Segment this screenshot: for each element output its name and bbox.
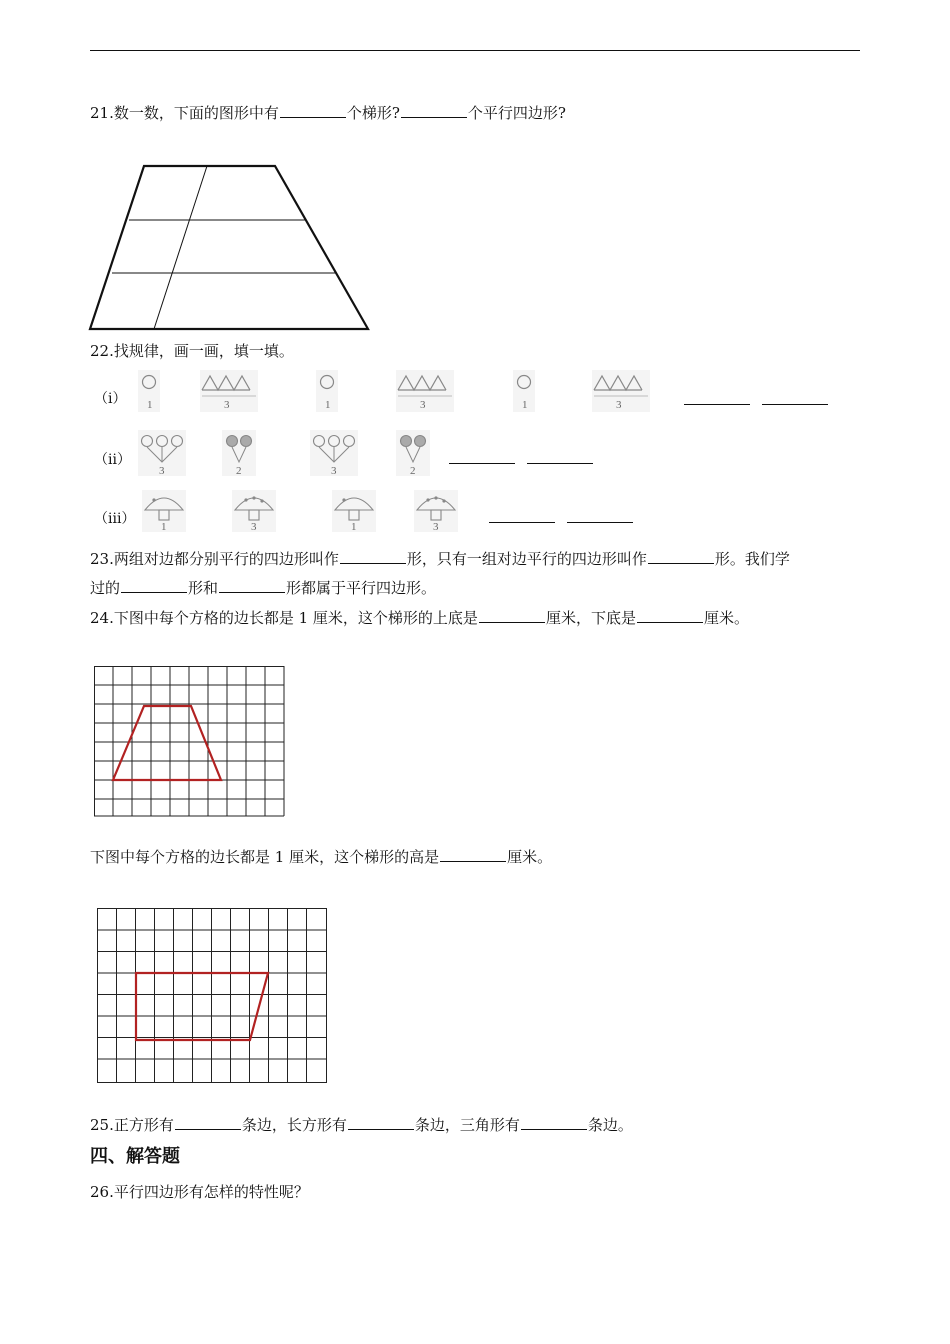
balloon-icon xyxy=(401,436,412,447)
q25-text-d: 条边。 xyxy=(587,1116,633,1134)
balloon-icon xyxy=(227,436,238,447)
q25-text-a: 25.正方形有 xyxy=(90,1116,174,1134)
trapezoid-shape xyxy=(113,706,221,780)
q25-text-b: 条边，长方形有 xyxy=(241,1116,347,1134)
pattern-number: 3 xyxy=(159,465,165,477)
q25-text-c: 条边，三角形有 xyxy=(414,1116,520,1134)
pattern-number: 3 xyxy=(251,521,257,533)
pattern-number: 1 xyxy=(522,399,528,411)
pattern-number: 1 xyxy=(351,521,357,533)
q23-text-b: 形，只有一组对边平行的四边形叫作 xyxy=(406,550,647,568)
q24-blank-1[interactable] xyxy=(479,608,545,623)
mushroom-card xyxy=(142,490,186,533)
question-24-sub xyxy=(90,846,552,868)
pattern-number: 3 xyxy=(420,399,426,411)
q22-row-1-pattern xyxy=(130,370,670,416)
pattern-number: 1 xyxy=(161,521,167,533)
q22-row-3-pattern xyxy=(130,490,470,536)
q24-sub-text-a: 下图中每个方格的边长都是 1 厘米，这个梯形的高是 xyxy=(90,848,440,866)
q22-row-2-blank-1[interactable] xyxy=(449,463,515,464)
balloon-icon xyxy=(415,436,426,447)
q25-blank-3[interactable] xyxy=(521,1115,587,1130)
balloon-card xyxy=(138,430,186,477)
q23-text-a: 23.两组对边都分别平行的四边形叫作 xyxy=(90,550,339,568)
q23-blank-2[interactable] xyxy=(648,549,714,564)
q23-blank-1[interactable] xyxy=(340,549,406,564)
question-23-line-2 xyxy=(90,577,436,599)
q24-blank-2[interactable] xyxy=(637,608,703,623)
triangle-card xyxy=(200,370,258,412)
question-25 xyxy=(90,1114,633,1136)
question-22-title: 22.找规律，画一画，填一填。 xyxy=(90,342,294,360)
pattern-number: 2 xyxy=(410,465,416,477)
q24-text-a: 24.下图中每个方格的边长都是 1 厘米，这个梯形的上底是 xyxy=(90,609,478,627)
q22-row-3-label: （iii） xyxy=(94,511,136,527)
q21-prefix: 21.数一数，下面的图形中有 xyxy=(90,104,279,122)
q23-text-e: 形和 xyxy=(188,579,219,597)
q23-blank-3[interactable] xyxy=(121,578,187,593)
q22-row-2-label: （ii） xyxy=(94,452,131,468)
trapezoid-divider-1 xyxy=(154,166,207,329)
q21-blank-2[interactable] xyxy=(401,103,467,118)
mushroom-card xyxy=(232,490,276,533)
section-heading-4: 四、解答题 xyxy=(90,1146,180,1167)
q21-suffix: 个平行四边形? xyxy=(467,104,566,122)
question-23-line-1 xyxy=(90,548,790,570)
q21-trapezoid-figure xyxy=(88,160,373,335)
circle-card xyxy=(316,370,338,412)
trapezoid-shape xyxy=(136,973,268,1040)
question-21 xyxy=(90,102,566,124)
q22-row-1-blank-2[interactable] xyxy=(762,404,828,405)
q22-row-2-blank-2[interactable] xyxy=(527,463,593,464)
grid-lines xyxy=(94,666,284,816)
triangle-card xyxy=(592,370,650,412)
q22-row-2-pattern xyxy=(130,430,460,480)
pattern-number: 1 xyxy=(147,399,153,411)
q25-blank-1[interactable] xyxy=(175,1115,241,1130)
pattern-number: 3 xyxy=(433,521,439,533)
header-rule xyxy=(90,50,860,51)
balloon-card xyxy=(222,430,256,477)
trapezoid-outline xyxy=(90,166,368,329)
q23-text-d: 过的 xyxy=(90,579,121,597)
q21-blank-1[interactable] xyxy=(280,103,346,118)
q23-blank-4[interactable] xyxy=(219,578,285,593)
q22-row-3-blank-1[interactable] xyxy=(489,522,555,523)
question-24 xyxy=(90,607,749,629)
question-26: 26.平行四边形有怎样的特性呢？ xyxy=(90,1183,309,1201)
q23-text-f: 形都属于平行四边形。 xyxy=(286,579,437,597)
q22-row-1-label: （i） xyxy=(94,391,127,407)
balloon-card xyxy=(396,430,430,477)
triangle-card xyxy=(396,370,454,412)
q23-text-c: 形。我们学 xyxy=(714,550,790,568)
pattern-number: 3 xyxy=(331,465,337,477)
circle-card xyxy=(513,370,535,412)
q24-grid-figure-1 xyxy=(94,666,286,818)
pattern-number: 3 xyxy=(224,399,230,411)
pattern-number: 2 xyxy=(236,465,242,477)
q24-sub-text-b: 厘米。 xyxy=(507,848,553,866)
mushroom-card xyxy=(332,490,376,533)
grid-lines xyxy=(97,908,327,1083)
q21-mid: 个梯形? xyxy=(346,104,400,122)
q24-text-b: 厘米，下底是 xyxy=(545,609,636,627)
balloon-icon xyxy=(241,436,252,447)
q24-sub-blank[interactable] xyxy=(440,847,506,862)
q22-row-1-blank-1[interactable] xyxy=(684,404,750,405)
balloon-card xyxy=(310,430,358,477)
pattern-number: 3 xyxy=(616,399,622,411)
q25-blank-2[interactable] xyxy=(348,1115,414,1130)
pattern-number: 1 xyxy=(325,399,331,411)
mushroom-card xyxy=(414,490,458,533)
q24-grid-figure-2 xyxy=(97,908,329,1085)
q22-row-3-blank-2[interactable] xyxy=(567,522,633,523)
q24-text-c: 厘米。 xyxy=(703,609,749,627)
circle-card xyxy=(138,370,160,412)
